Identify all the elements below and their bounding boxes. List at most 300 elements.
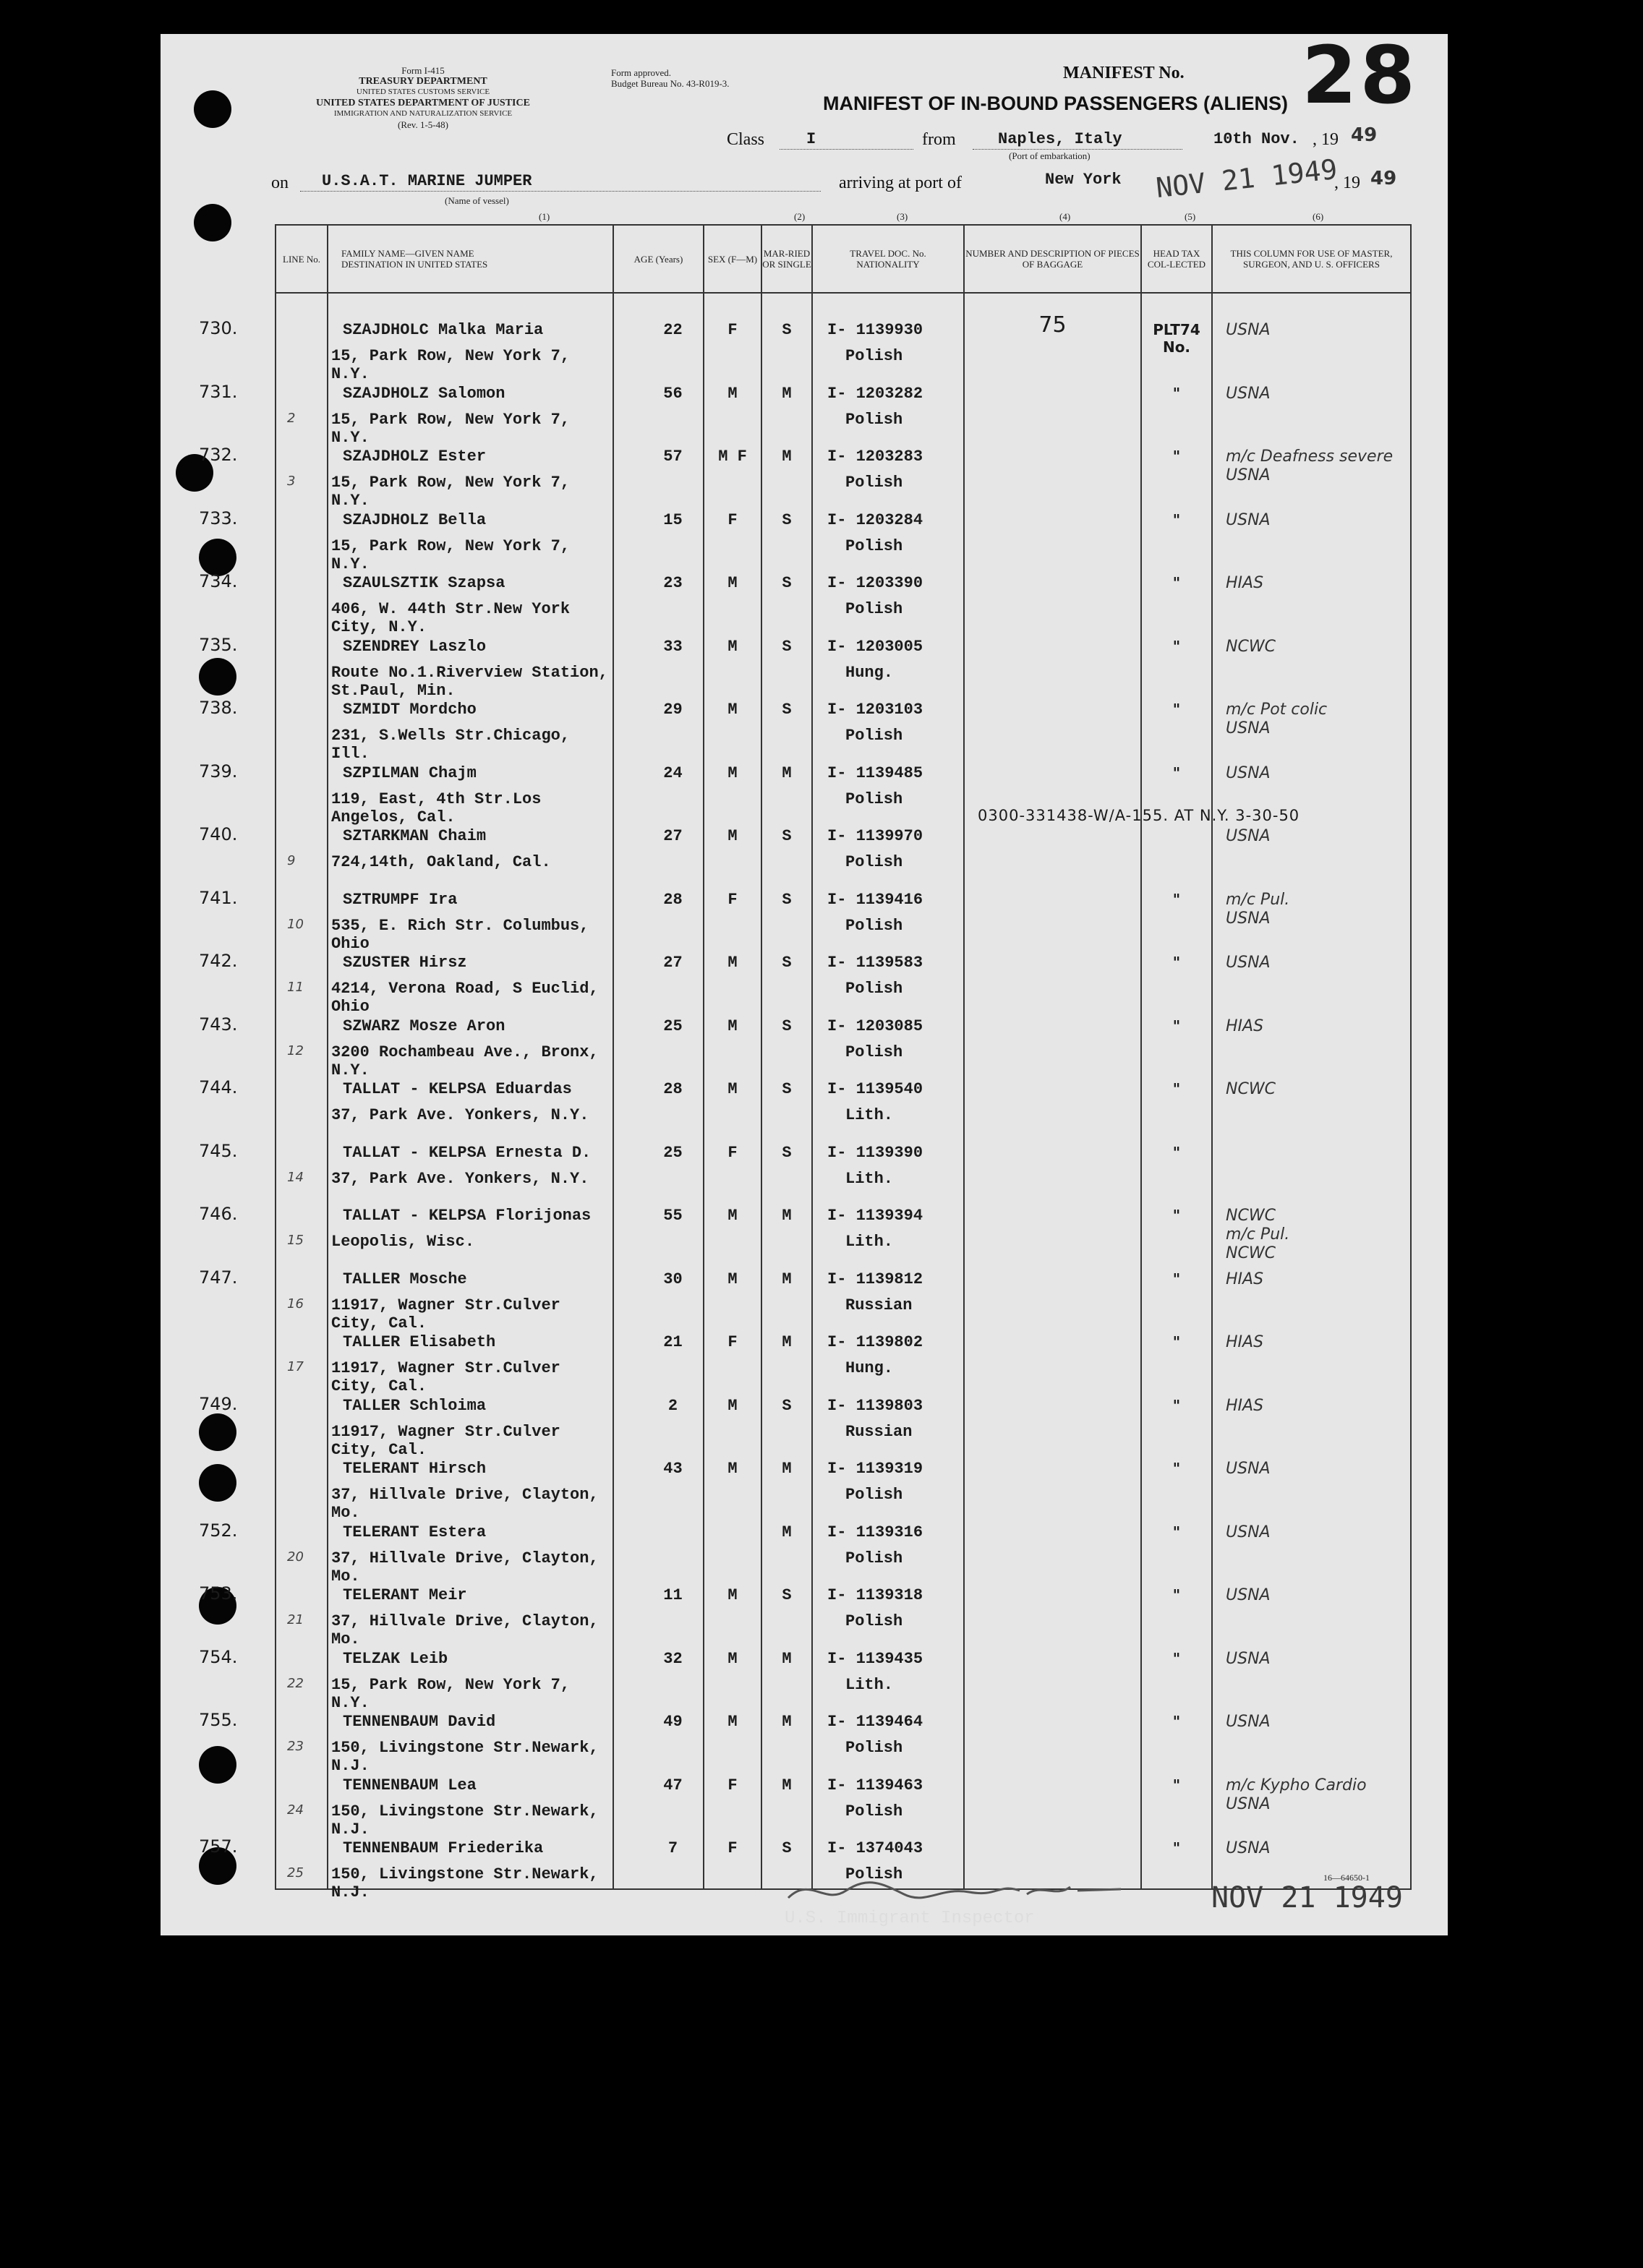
form-approval bbox=[611, 67, 730, 89]
cell-sex bbox=[704, 1762, 761, 1826]
cell-travel bbox=[812, 1635, 964, 1699]
marital-status: M bbox=[782, 1649, 792, 1668]
table-row bbox=[276, 686, 1411, 750]
line-index: 16 bbox=[287, 1296, 304, 1311]
col-age: AGE (Years) bbox=[613, 225, 704, 293]
line-index: 9 bbox=[287, 853, 296, 868]
table-row bbox=[276, 1509, 1411, 1572]
table-row bbox=[276, 1319, 1411, 1382]
date-stamp-bottom: NOV 21 1949 bbox=[1211, 1881, 1403, 1914]
col-num-6: (6) bbox=[1313, 211, 1324, 222]
head-tax: " bbox=[1172, 448, 1181, 465]
cell-headtax bbox=[1141, 1762, 1212, 1826]
budget-bureau: Budget Bureau No. 43-R019-3. bbox=[611, 78, 730, 89]
manifest-number: 28 bbox=[1302, 29, 1419, 121]
cell-married bbox=[761, 1635, 812, 1699]
cell-name bbox=[328, 813, 613, 876]
destination: 11917, Wagner Str.Culver City, Cal. bbox=[331, 1359, 560, 1395]
col-baggage: NUMBER AND DESCRIPTION OF PIECES OF BAGGAGE bbox=[964, 225, 1141, 293]
cell-headtax bbox=[1141, 1825, 1212, 1889]
destination: 11917, Wagner Str.Culver City, Cal. bbox=[331, 1422, 560, 1459]
sex: M bbox=[727, 1080, 738, 1098]
officer-note: NCWC bbox=[1226, 637, 1276, 656]
table-row bbox=[276, 307, 1411, 370]
cell-age bbox=[613, 1003, 704, 1066]
marital-status: M bbox=[782, 1460, 792, 1478]
cell-headtax bbox=[1141, 1129, 1212, 1193]
cell-travel bbox=[812, 1256, 964, 1319]
nationality: Polish bbox=[845, 1043, 903, 1061]
cell-age bbox=[613, 1192, 704, 1256]
age: 7 bbox=[667, 1839, 678, 1857]
passenger-name: TENNENBAUM Friederika bbox=[343, 1839, 544, 1857]
head-tax: PLT74 No. bbox=[1153, 321, 1200, 356]
cell-age bbox=[613, 1825, 704, 1889]
cell-headtax bbox=[1141, 1319, 1212, 1382]
table-row bbox=[276, 813, 1411, 876]
cell-baggage bbox=[964, 307, 1141, 370]
travel-doc: I- 1139316 bbox=[827, 1523, 923, 1541]
cell-age bbox=[613, 1319, 704, 1382]
cell-name bbox=[328, 1762, 613, 1839]
punch-hole bbox=[199, 1413, 236, 1451]
marital-status: M bbox=[782, 1776, 792, 1794]
cell-age bbox=[613, 686, 704, 750]
age: 21 bbox=[663, 1333, 683, 1351]
sex: M bbox=[727, 384, 738, 403]
officer-note: NCWC m/c Pul. NCWC bbox=[1226, 1207, 1290, 1262]
passenger-name: TALLAT - KELPSA Ernesta D. bbox=[343, 1143, 592, 1162]
cell-headtax bbox=[1141, 1698, 1212, 1762]
vessel-underline bbox=[300, 191, 821, 192]
cell-line bbox=[276, 1066, 328, 1129]
travel-doc: I- 1139803 bbox=[827, 1396, 923, 1415]
cell-name bbox=[328, 1825, 613, 1901]
nationality: Lith. bbox=[845, 1233, 894, 1251]
cell-baggage bbox=[964, 497, 1141, 560]
table-row bbox=[276, 370, 1411, 434]
date-stamp-top: NOV 21 1949 bbox=[1154, 153, 1339, 205]
cell-notes bbox=[1212, 1192, 1411, 1262]
cell-notes bbox=[1212, 433, 1411, 497]
col-num-5: (5) bbox=[1185, 211, 1196, 222]
cell-headtax bbox=[1141, 1066, 1212, 1129]
officer-note: HIAS bbox=[1226, 1333, 1264, 1351]
head-tax: " bbox=[1172, 384, 1181, 402]
cell-travel bbox=[812, 1129, 964, 1193]
baggage-count: 75 bbox=[1038, 312, 1067, 338]
col-num-3: (3) bbox=[897, 211, 908, 222]
travel-doc: I- 1139390 bbox=[827, 1143, 923, 1162]
row-number: 744. bbox=[199, 1077, 238, 1097]
marital-status: M bbox=[782, 1713, 792, 1731]
cell-sex bbox=[704, 1572, 761, 1635]
sex: M bbox=[727, 1460, 738, 1478]
cell-name bbox=[328, 370, 613, 447]
cell-age bbox=[613, 939, 704, 1003]
officer-note: m/c Pul. USNA bbox=[1226, 890, 1290, 928]
cell-sex bbox=[704, 307, 761, 370]
head-tax: " bbox=[1172, 890, 1181, 908]
destination: 15, Park Row, New York 7, N.Y. bbox=[331, 347, 571, 383]
cell-notes bbox=[1212, 1509, 1411, 1572]
officer-note: NCWC bbox=[1226, 1080, 1276, 1098]
passenger-name: TALLER Elisabeth bbox=[343, 1333, 496, 1351]
table-row bbox=[276, 1762, 1411, 1826]
nationality: Polish bbox=[845, 347, 903, 365]
table-row bbox=[276, 1635, 1411, 1699]
punch-hole bbox=[199, 658, 236, 696]
marital-status: S bbox=[782, 1396, 792, 1415]
ins-service: IMMIGRATION AND NATURALIZATION SERVICE bbox=[333, 109, 513, 118]
col-sex: SEX (F—M) bbox=[704, 225, 761, 293]
age: 15 bbox=[663, 510, 683, 529]
cell-travel bbox=[812, 1382, 964, 1446]
nationality: Polish bbox=[845, 1739, 903, 1757]
row-number: 730. bbox=[199, 318, 238, 338]
travel-doc: I- 1203085 bbox=[827, 1017, 923, 1035]
age: 30 bbox=[663, 1270, 683, 1288]
row-number: 757. bbox=[199, 1836, 238, 1857]
cell-name bbox=[328, 1256, 613, 1332]
cell-travel bbox=[812, 813, 964, 876]
sex: F bbox=[727, 890, 738, 909]
travel-doc: I- 1203282 bbox=[827, 384, 923, 403]
cell-sex bbox=[704, 939, 761, 1003]
cell-sex bbox=[704, 686, 761, 750]
head-tax: " bbox=[1172, 954, 1181, 971]
head-tax: " bbox=[1172, 1713, 1181, 1730]
cell-sex bbox=[704, 1509, 761, 1572]
cell-married bbox=[761, 1762, 812, 1826]
cell-line bbox=[276, 813, 328, 876]
cell-headtax bbox=[1141, 623, 1212, 687]
baggage-note: 0300-331438-W/A-155. AT N.Y. 3-30-50 bbox=[978, 807, 1300, 824]
cell-age bbox=[613, 1382, 704, 1446]
head-tax: " bbox=[1172, 1333, 1181, 1351]
row-number: 742. bbox=[199, 951, 238, 971]
cell-line bbox=[276, 623, 328, 687]
destination: Route No.1.Riverview Station, St.Paul, Min. bbox=[331, 663, 608, 700]
nationality: Polish bbox=[845, 1865, 903, 1883]
cell-sex bbox=[704, 1192, 761, 1256]
row-number: 743. bbox=[199, 1014, 238, 1035]
head-tax: " bbox=[1172, 1143, 1181, 1161]
inspector-label: U.S. Immigrant Inspector bbox=[785, 1909, 1035, 1928]
table-row bbox=[276, 623, 1411, 687]
marital-status: S bbox=[782, 1586, 792, 1604]
cell-sex bbox=[704, 813, 761, 876]
passenger-name: SZUSTER Hirsz bbox=[343, 954, 467, 972]
destination: 150, Livingstone Str.Newark, N.J. bbox=[331, 1865, 599, 1901]
destination: 724,14th, Oakland, Cal. bbox=[331, 853, 551, 871]
cell-line bbox=[276, 1445, 328, 1509]
col-married: MAR-RIED OR SINGLE bbox=[761, 225, 812, 293]
line-index: 2 bbox=[287, 410, 296, 426]
age: 27 bbox=[663, 954, 683, 972]
officer-note: USNA bbox=[1226, 954, 1271, 972]
destination: 15, Park Row, New York 7, N.Y. bbox=[331, 536, 571, 573]
destination: 15, Park Row, New York 7, N.Y. bbox=[331, 410, 571, 447]
age: 11 bbox=[663, 1586, 683, 1604]
from-caption: (Port of embarkation) bbox=[1009, 150, 1091, 161]
cell-married bbox=[761, 1382, 812, 1446]
cell-notes bbox=[1212, 307, 1411, 370]
cell-sex bbox=[704, 1825, 761, 1889]
age: 28 bbox=[663, 1080, 683, 1098]
cell-married bbox=[761, 1445, 812, 1509]
head-tax: " bbox=[1172, 1776, 1181, 1794]
cell-travel bbox=[812, 876, 964, 940]
cell-age bbox=[613, 1762, 704, 1826]
line-index: 14 bbox=[287, 1169, 304, 1185]
cell-married bbox=[761, 433, 812, 497]
cell-headtax bbox=[1141, 1256, 1212, 1319]
cell-age bbox=[613, 1066, 704, 1129]
officer-note: USNA bbox=[1226, 763, 1271, 782]
embarkation-date: 10th Nov. bbox=[1213, 130, 1300, 148]
row-number: 754. bbox=[199, 1646, 238, 1667]
nationality: Lith. bbox=[845, 1106, 894, 1124]
officer-note: USNA bbox=[1226, 827, 1271, 845]
sex: M bbox=[727, 1017, 738, 1035]
cell-baggage bbox=[964, 1572, 1141, 1635]
cell-baggage bbox=[964, 750, 1141, 813]
head-tax: " bbox=[1172, 637, 1181, 655]
nationality: Hung. bbox=[845, 1359, 894, 1377]
cell-notes bbox=[1212, 686, 1411, 750]
cell-baggage bbox=[964, 1256, 1141, 1319]
line-index: 15 bbox=[287, 1233, 304, 1248]
cell-line bbox=[276, 560, 328, 623]
row-number: 741. bbox=[199, 887, 238, 908]
marital-status: S bbox=[782, 1017, 792, 1035]
officer-note: USNA bbox=[1226, 1586, 1271, 1604]
table-row bbox=[276, 433, 1411, 497]
cell-sex bbox=[704, 623, 761, 687]
cell-travel bbox=[812, 560, 964, 623]
destination: 15, Park Row, New York 7, N.Y. bbox=[331, 1675, 571, 1712]
passenger-name: TALLER Mosche bbox=[343, 1270, 467, 1288]
cell-age bbox=[613, 370, 704, 434]
col-line: LINE No. bbox=[276, 225, 328, 293]
cell-headtax bbox=[1141, 560, 1212, 623]
cell-notes bbox=[1212, 750, 1411, 813]
cell-age bbox=[613, 1635, 704, 1699]
row-number: 755. bbox=[199, 1710, 238, 1730]
cell-sex bbox=[704, 1256, 761, 1319]
marital-status: M bbox=[782, 448, 792, 466]
head-tax: " bbox=[1172, 1080, 1181, 1097]
cell-name bbox=[328, 686, 613, 763]
cell-sex bbox=[704, 497, 761, 560]
officer-note: m/c Deafness severe USNA bbox=[1226, 448, 1394, 484]
year-value-2: 49 bbox=[1370, 168, 1397, 189]
line-index: 3 bbox=[287, 474, 296, 489]
row-number: 733. bbox=[199, 508, 238, 529]
cell-sex bbox=[704, 1382, 761, 1446]
marital-status: M bbox=[782, 1333, 792, 1351]
officer-note: HIAS bbox=[1226, 1017, 1264, 1035]
cell-baggage bbox=[964, 1319, 1141, 1382]
cell-notes bbox=[1212, 813, 1411, 876]
cell-notes bbox=[1212, 1572, 1411, 1635]
cell-sex bbox=[704, 560, 761, 623]
cell-name bbox=[328, 750, 613, 826]
cell-baggage bbox=[964, 686, 1141, 750]
cell-notes bbox=[1212, 1825, 1411, 1889]
cell-baggage bbox=[964, 560, 1141, 623]
age: 49 bbox=[663, 1713, 683, 1731]
travel-doc: I- 1139394 bbox=[827, 1207, 923, 1225]
line-index: 12 bbox=[287, 1043, 304, 1058]
cell-notes bbox=[1212, 560, 1411, 623]
cell-baggage bbox=[964, 1003, 1141, 1066]
sex: M bbox=[727, 637, 738, 656]
travel-doc: I- 1139485 bbox=[827, 763, 923, 782]
cell-travel bbox=[812, 307, 964, 370]
nationality: Polish bbox=[845, 727, 903, 745]
head-tax: " bbox=[1172, 1270, 1181, 1288]
passenger-name: TALLER Schloima bbox=[343, 1396, 487, 1415]
destination: Leopolis, Wisc. bbox=[331, 1233, 475, 1251]
cell-age bbox=[613, 1572, 704, 1635]
nationality: Polish bbox=[845, 1612, 903, 1630]
cell-age bbox=[613, 876, 704, 940]
travel-doc: I- 1139463 bbox=[827, 1776, 923, 1794]
cell-notes bbox=[1212, 1129, 1411, 1193]
age: 56 bbox=[663, 384, 683, 403]
revision: (Rev. 1-5-48) bbox=[398, 119, 448, 130]
destination: 406, W. 44th Str.New York City, N.Y. bbox=[331, 600, 571, 636]
cell-headtax bbox=[1141, 813, 1212, 876]
cell-name bbox=[328, 1382, 613, 1459]
col-headtax: HEAD TAX COL-LECTED bbox=[1141, 225, 1212, 293]
col-num-4: (4) bbox=[1059, 211, 1071, 222]
line-index: 21 bbox=[287, 1612, 304, 1627]
cell-baggage bbox=[964, 1129, 1141, 1193]
cell-headtax bbox=[1141, 497, 1212, 560]
travel-doc: I- 1203390 bbox=[827, 574, 923, 592]
travel-doc: I- 1139930 bbox=[827, 321, 923, 339]
sex: M bbox=[727, 1270, 738, 1288]
cell-sex bbox=[704, 876, 761, 940]
line-index: 11 bbox=[287, 980, 304, 995]
destination: 150, Livingstone Str.Newark, N.J. bbox=[331, 1802, 599, 1839]
age: 28 bbox=[663, 890, 683, 909]
cell-age bbox=[613, 560, 704, 623]
row-number: 749. bbox=[199, 1393, 238, 1414]
cell-headtax bbox=[1141, 686, 1212, 750]
row-number: 735. bbox=[199, 634, 238, 655]
officer-note: USNA bbox=[1226, 1713, 1271, 1731]
officer-note: HIAS bbox=[1226, 1270, 1264, 1288]
vessel-name: U.S.A.T. MARINE JUMPER bbox=[322, 172, 532, 190]
sex: M bbox=[727, 954, 738, 972]
age: 57 bbox=[663, 448, 683, 466]
row-number: 747. bbox=[199, 1267, 238, 1288]
travel-doc: I- 1139318 bbox=[827, 1586, 923, 1604]
age: 22 bbox=[663, 321, 683, 339]
marital-status: S bbox=[782, 321, 792, 339]
marital-status: S bbox=[782, 701, 792, 719]
col-num-2: (2) bbox=[794, 211, 806, 222]
cell-married bbox=[761, 1003, 812, 1066]
nationality: Polish bbox=[845, 536, 903, 555]
cell-sex bbox=[704, 1066, 761, 1129]
cell-notes bbox=[1212, 1382, 1411, 1446]
passenger-name: TELERANT Estera bbox=[343, 1523, 487, 1541]
age: 25 bbox=[663, 1017, 683, 1035]
cell-baggage bbox=[964, 1762, 1141, 1826]
cell-name bbox=[328, 1445, 613, 1522]
col-num-1: (1) bbox=[539, 211, 550, 222]
cell-travel bbox=[812, 1698, 964, 1762]
passenger-name: TELERANT Meir bbox=[343, 1586, 467, 1604]
marital-status: M bbox=[782, 1523, 792, 1541]
col-travel: TRAVEL DOC. No. NATIONALITY bbox=[812, 225, 964, 293]
head-tax: " bbox=[1172, 1460, 1181, 1477]
cell-baggage bbox=[964, 623, 1141, 687]
line-index: 24 bbox=[287, 1802, 304, 1818]
year-prefix: , 19 bbox=[1313, 130, 1339, 149]
cell-married bbox=[761, 307, 812, 370]
sex: F bbox=[727, 1776, 738, 1794]
head-tax: " bbox=[1172, 1396, 1181, 1414]
passenger-name: SZWARZ Mosze Aron bbox=[343, 1017, 505, 1035]
cell-married bbox=[761, 1572, 812, 1635]
cell-age bbox=[613, 813, 704, 876]
cell-notes bbox=[1212, 1066, 1411, 1129]
cell-name bbox=[328, 1319, 613, 1395]
cell-married bbox=[761, 1319, 812, 1382]
manifest-no-label: MANIFEST No. bbox=[1063, 64, 1185, 82]
table-row bbox=[276, 1192, 1411, 1256]
destination: 150, Livingstone Str.Newark, N.J. bbox=[331, 1739, 599, 1775]
travel-doc: I- 1139319 bbox=[827, 1460, 923, 1478]
cell-headtax bbox=[1141, 1572, 1212, 1635]
marital-status: S bbox=[782, 1839, 792, 1857]
cell-baggage bbox=[964, 1192, 1141, 1256]
cell-married bbox=[761, 623, 812, 687]
cell-headtax bbox=[1141, 1382, 1212, 1446]
nationality: Polish bbox=[845, 1486, 903, 1504]
cell-travel bbox=[812, 497, 964, 560]
cell-headtax bbox=[1141, 750, 1212, 813]
cell-name bbox=[328, 1066, 613, 1129]
punch-hole bbox=[199, 1746, 236, 1784]
cell-line bbox=[276, 686, 328, 750]
cell-baggage bbox=[964, 433, 1141, 497]
cell-name bbox=[328, 623, 613, 700]
cell-married bbox=[761, 686, 812, 750]
marital-status: S bbox=[782, 1143, 792, 1162]
marital-status: M bbox=[782, 763, 792, 782]
cell-married bbox=[761, 813, 812, 876]
passenger-name: SZAJDHOLZ Salomon bbox=[343, 384, 505, 403]
head-tax: " bbox=[1172, 1017, 1181, 1035]
table-row bbox=[276, 560, 1411, 623]
cell-married bbox=[761, 1509, 812, 1572]
cell-married bbox=[761, 750, 812, 813]
cell-notes bbox=[1212, 1762, 1411, 1826]
nationality: Polish bbox=[845, 853, 903, 871]
year-prefix-2: , 19 bbox=[1334, 174, 1360, 192]
cell-name bbox=[328, 1698, 613, 1775]
cell-travel bbox=[812, 1509, 964, 1572]
cell-notes bbox=[1212, 370, 1411, 434]
age: 24 bbox=[663, 763, 683, 782]
